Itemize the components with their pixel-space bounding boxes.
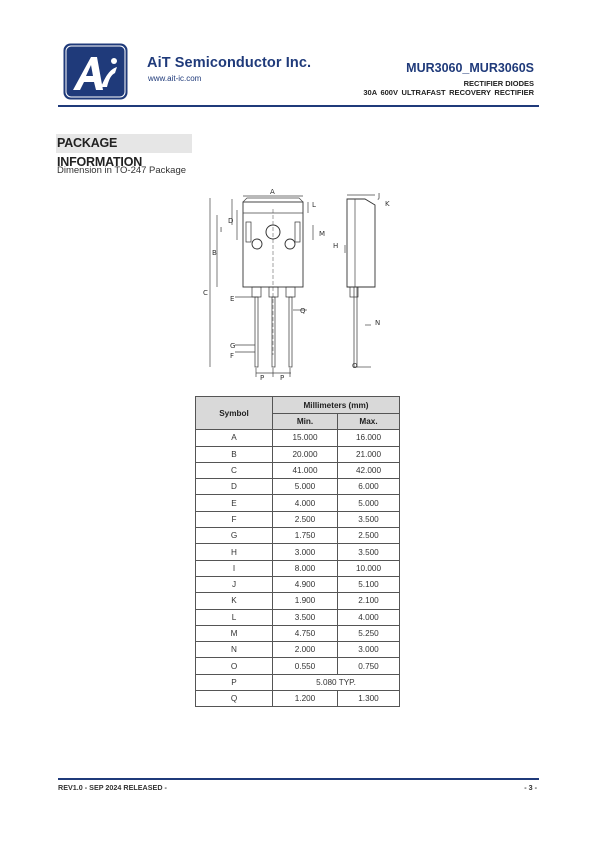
min-header: Min. xyxy=(273,414,338,430)
min-cell: 41.000 xyxy=(273,462,338,478)
package-drawing xyxy=(195,185,405,383)
table-row xyxy=(196,642,400,658)
dimensions-table-body xyxy=(196,430,400,707)
page-number: - 3 - xyxy=(524,783,537,792)
dimension-label-p1: P xyxy=(260,374,265,382)
dimension-label-o: O xyxy=(352,362,358,370)
max-cell: 5.100 xyxy=(338,576,400,592)
min-cell: 4.000 xyxy=(273,495,338,511)
max-cell: 2.100 xyxy=(338,593,400,609)
max-cell: 16.000 xyxy=(338,430,400,446)
max-cell: 5.000 xyxy=(338,495,400,511)
symbol-cell: A xyxy=(196,430,273,446)
symbol-cell: K xyxy=(196,593,273,609)
min-cell: 1.750 xyxy=(273,528,338,544)
symbol-cell: F xyxy=(196,511,273,527)
symbol-cell: P xyxy=(196,674,273,690)
table-row xyxy=(196,462,400,478)
min-cell: 3.500 xyxy=(273,609,338,625)
dimension-label-f: F xyxy=(230,352,235,360)
table-row xyxy=(196,576,400,592)
min-cell: 15.000 xyxy=(273,430,338,446)
symbol-cell: H xyxy=(196,544,273,560)
section-title: PACKAGE INFORMATION xyxy=(56,134,192,153)
symbol-cell: J xyxy=(196,576,273,592)
max-cell: 1.300 xyxy=(338,691,400,707)
dimension-label-l: L xyxy=(312,201,316,209)
min-cell: 20.000 xyxy=(273,446,338,462)
company-url[interactable]: www.ait-ic.com xyxy=(148,74,202,83)
dimension-label-g: G xyxy=(230,342,236,350)
symbol-cell: C xyxy=(196,462,273,478)
min-cell: 8.000 xyxy=(273,560,338,576)
max-cell: 3.500 xyxy=(338,544,400,560)
symbol-cell: D xyxy=(196,479,273,495)
product-description: 30A 600V ULTRAFAST RECOVERY RECTIFIER xyxy=(363,88,534,97)
min-cell: 1.200 xyxy=(273,691,338,707)
header-divider xyxy=(58,105,539,107)
typical-cell: 5.080 TYP. xyxy=(273,674,400,690)
min-cell: 1.900 xyxy=(273,593,338,609)
dimension-label-c: C xyxy=(203,289,208,297)
max-cell: 5.250 xyxy=(338,625,400,641)
max-cell: 3.500 xyxy=(338,511,400,527)
dimension-label-q: Q xyxy=(300,307,306,315)
dimension-label-i: I xyxy=(220,226,223,234)
max-cell: 10.000 xyxy=(338,560,400,576)
max-cell: 4.000 xyxy=(338,609,400,625)
min-cell: 4.750 xyxy=(273,625,338,641)
max-header: Max. xyxy=(338,414,400,430)
drawing-caption: Dimension in TO-247 Package xyxy=(57,165,187,176)
max-cell: 42.000 xyxy=(338,462,400,478)
table-row xyxy=(196,691,400,707)
table-row xyxy=(196,560,400,576)
product-category: RECTIFIER DIODES xyxy=(463,79,534,88)
revision-info: REV1.0 - SEP 2024 RELEASED - xyxy=(58,783,167,792)
symbol-cell: I xyxy=(196,560,273,576)
table-row xyxy=(196,495,400,511)
symbol-cell: G xyxy=(196,528,273,544)
dimension-label-k: K xyxy=(385,200,390,208)
symbol-cell: E xyxy=(196,495,273,511)
max-cell: 2.500 xyxy=(338,528,400,544)
max-cell: 21.000 xyxy=(338,446,400,462)
millimeters-header: Millimeters (mm) xyxy=(273,397,400,414)
dimension-label-m: M xyxy=(319,230,326,238)
part-number: MUR3060_MUR3060S xyxy=(406,61,534,75)
symbol-cell: M xyxy=(196,625,273,641)
min-cell: 4.900 xyxy=(273,576,338,592)
symbol-cell: L xyxy=(196,609,273,625)
max-cell: 3.000 xyxy=(338,642,400,658)
symbol-cell: Q xyxy=(196,691,273,707)
dimensions-table xyxy=(195,396,400,707)
min-cell: 5.000 xyxy=(273,479,338,495)
symbol-cell: N xyxy=(196,642,273,658)
symbol-cell: B xyxy=(196,446,273,462)
min-cell: 0.550 xyxy=(273,658,338,674)
min-cell: 2.000 xyxy=(273,642,338,658)
symbol-cell: O xyxy=(196,658,273,674)
dimension-label-e: E xyxy=(230,295,235,303)
table-row xyxy=(196,430,400,446)
table-row xyxy=(196,511,400,527)
dimension-label-j: J xyxy=(378,192,381,200)
min-cell: 2.500 xyxy=(273,511,338,527)
dimension-label-d: D xyxy=(228,217,234,225)
company-logo xyxy=(63,43,128,100)
table-row xyxy=(196,658,400,674)
table-row xyxy=(196,625,400,641)
table-row xyxy=(196,544,400,560)
company-name: AiT Semiconductor Inc. xyxy=(147,55,312,71)
dimension-label-b: B xyxy=(212,249,217,257)
table-row xyxy=(196,446,400,462)
table-row xyxy=(196,674,400,690)
symbol-header: Symbol xyxy=(196,397,273,430)
min-cell: 3.000 xyxy=(273,544,338,560)
table-row xyxy=(196,593,400,609)
table-row xyxy=(196,479,400,495)
table-row xyxy=(196,609,400,625)
max-cell: 6.000 xyxy=(338,479,400,495)
table-row xyxy=(196,528,400,544)
dimension-label-n: N xyxy=(375,319,381,327)
footer-divider xyxy=(58,778,539,780)
dimension-label-a: A xyxy=(270,188,275,196)
dimension-label-p2: P xyxy=(280,374,285,382)
max-cell: 0.750 xyxy=(338,658,400,674)
dimension-label-h: H xyxy=(333,242,339,250)
